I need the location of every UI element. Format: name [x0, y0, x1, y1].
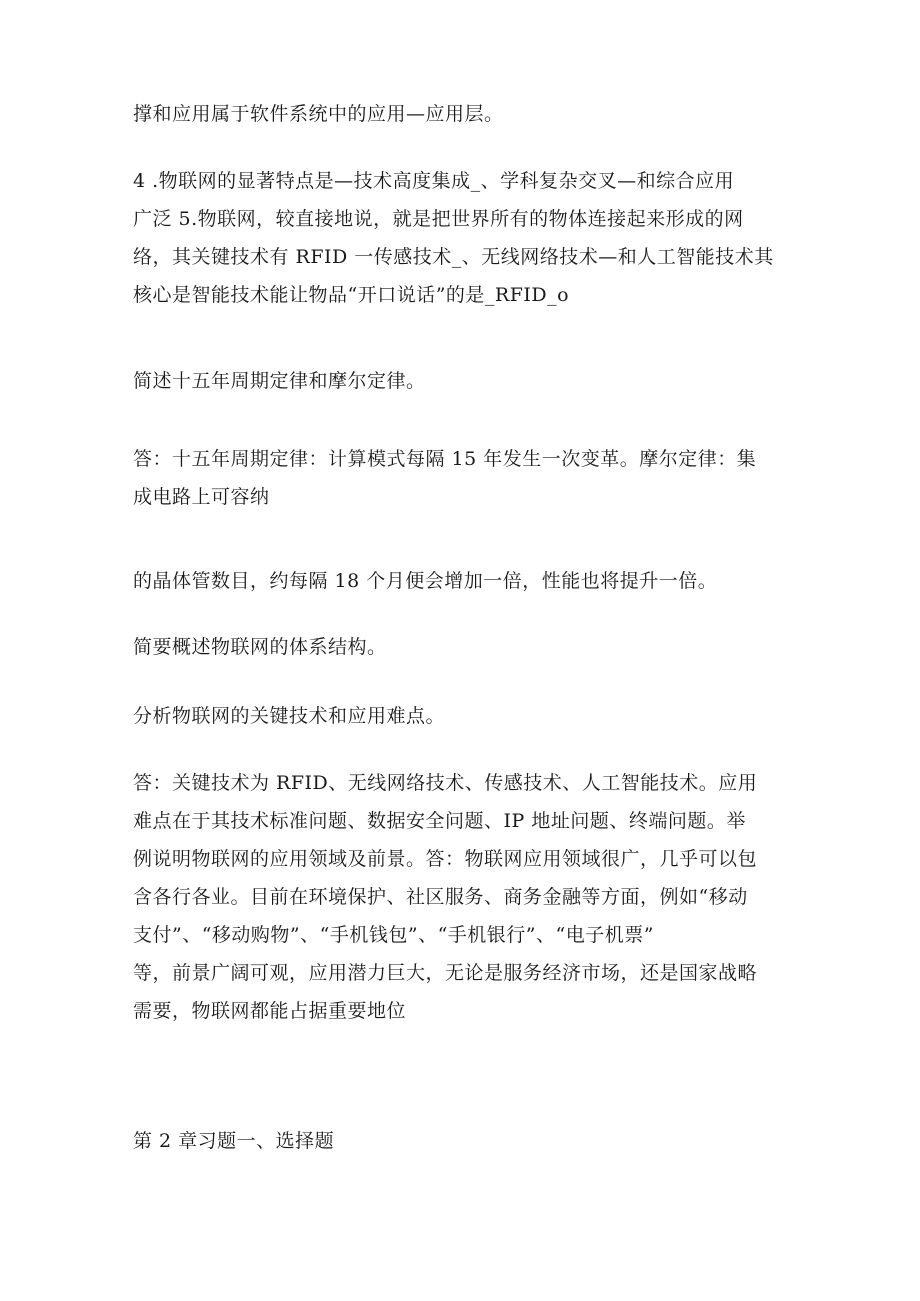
text-line: 难点在于其技术标准问题、数据安全问题、IP 地址问题、终端问题。举: [133, 810, 746, 832]
text-line: 的晶体管数目，约每隔 18 个月便会增加一倍，性能也将提升一倍。: [133, 570, 718, 592]
text-line: 广泛 5.物联网，较直接地说，就是把世界所有的物体连接起来形成的网: [133, 208, 744, 230]
text-line: 核心是智能技术能让物品“开口说话”的是_RFID_o: [133, 284, 570, 306]
text-line: 4 .物联网的显著特点是—技术高度集成_、学科复杂交叉—和综合应用: [133, 170, 735, 192]
paragraph-iot-features: [133, 162, 793, 314]
text-line: 简要概述物联网的体系结构。: [133, 636, 387, 658]
text-line: 等，前景广阔可观，应用潜力巨大，无论是服务经济市场，还是国家战略: [133, 962, 758, 984]
chapter-heading: [133, 1122, 793, 1160]
text-line: 第 2 章习题一、选择题: [133, 1130, 335, 1152]
text-line: 含各行各业。目前在环境保护、社区服务、商务金融等方面，例如“移动: [133, 886, 748, 908]
text-line: 撑和应用属于软件系统中的应用—应用层。: [133, 103, 504, 125]
text-line: 答：十五年周期定律：计算模式每隔 15 年发生一次变革。摩尔定律：集: [133, 448, 757, 470]
answer-fifteen-year-law: [133, 440, 793, 516]
text-line: 答：关键技术为 RFID、无线网络技术、传感技术、人工智能技术。应用: [133, 772, 758, 794]
answer-moore-continuation: [133, 562, 793, 600]
text-line: 例说明物联网的应用领域及前景。答：物联网应用领域很广，几乎可以包: [133, 848, 758, 870]
question-fifteen-year-law: [133, 362, 793, 400]
question-architecture: [133, 628, 793, 666]
answer-key-technologies: [133, 764, 793, 1030]
text-line: 简述十五年周期定律和摩尔定律。: [133, 370, 426, 392]
paragraph-application-layer: [133, 95, 793, 133]
text-line: 支付”、“移动购物”、“手机钱包”、“手机银行”、“电子机票”: [133, 924, 654, 946]
question-key-technologies: [133, 697, 793, 735]
text-line: 成电路上可容纳: [133, 486, 270, 508]
text-line: 分析物联网的关键技术和应用难点。: [133, 705, 446, 727]
text-line: 需要，物联网都能占据重要地位: [133, 1000, 407, 1022]
text-line: 络，其关键技术有 RFID 一传感技术_、无线网络技术—和人工智能技术其: [133, 246, 774, 268]
